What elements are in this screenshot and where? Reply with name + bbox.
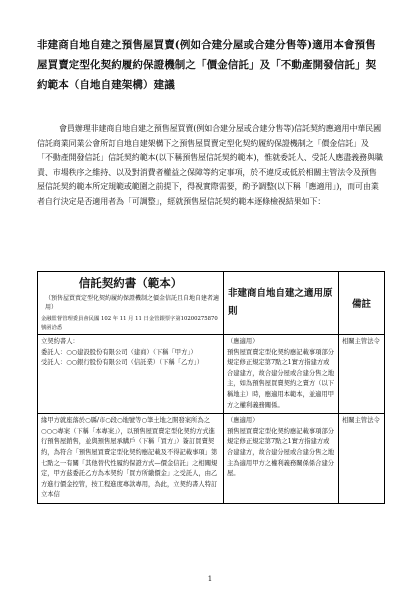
intro-paragraph: 會員辦理非建商自地自建之預售屋買賣(例如合建分屋或合建分售等)信託契約應適用中華民國信託商業同業公會所訂自地自建架構下之預售屋買賣定型化契約履約保證機制之「價金信託」及「不動產開發信託」信託契約範本(以下稱預售屋信託契約範本)，惟就委託人、受託人應盡義務與職責、市場秩序之維持、以及對消費者權益之保障等約定事項，於不違反或低於相關主管法令及預售屋信託契約範本所定規範或範圍之前提下，得視實際需要，酌予調整(以下稱「應適用」)，而可由業者自行決定是否適用者為「可調整」，經就預售屋信託契約範本逐條檢視結果如下： <box>37 124 383 206</box>
contract-title: 信託契約書（範本） <box>78 276 183 290</box>
applicability-tag: （應適用） <box>227 338 259 345</box>
principle-cell <box>224 414 339 504</box>
table-header-row <box>38 272 385 335</box>
principle-column-header: 非建商自地自建之適用原則 <box>224 272 339 335</box>
clause-intro: 立契約書人： <box>41 338 79 345</box>
comparison-table <box>37 271 385 504</box>
table-row <box>38 414 385 504</box>
principle-cell <box>224 335 339 414</box>
authority-note: 金融監督管理委員會民國 102 年 11 月 11 日金管銀票字第10200275870 號函洽悉 <box>41 316 218 331</box>
contract-subtitle: （預售屋買賣定型化契約履約保證機制之價金信託且自地自建者適用） <box>45 295 220 311</box>
remark-cell: 相關主管法令 <box>339 414 385 504</box>
page-number: 1 <box>207 575 213 583</box>
clause-line-trustee: 受託人：○○銀行股份有限公司（信託業）（下稱「乙方」） <box>41 359 204 367</box>
clause-cell <box>38 335 224 414</box>
clause-line-grantor: 委託人：○○建設股份有限公司（建商）（下稱「甲方」） <box>41 348 197 356</box>
principle-text: 預售屋買賣定型化契約應記載事項部分規定修正規定第7點之1實方指建方或合建建方，故合建分屋或合建分售之地主，如為預售屋買賣契約之賣方（以下稱地主）時，應適用本範本，並適用甲方之權利義務關係。 <box>227 348 335 409</box>
remark-cell: 相關主管法令 <box>339 335 385 414</box>
clause-cell: 緣甲方就座落於○縣/市○段○地號等○筆土地之開發案所為之○○○專案（下稱「本專案」），以預售屋買賣定型化契約方式進行預售屋銷售，並與預售屋承購戶（下稱「買方」）簽訂買賣契約，為符合「預售屋買賣定型化契約應記載及不得記載事項」第七點之一有關「其他替代性履約保證方式—價金信託」之相關規定，甲方茲委託乙方為本契約「買方所繳價金」之受託人，由乙方進行價金控管，按工程進度專款專用，為此，立契約書人特訂立本信 <box>38 414 224 504</box>
principle-text: 預售屋買賣定型化契約應記載事項部分規定修正規定第7點之1實方指建方或合建建方，故合建分屋或合建分售之地主為適用甲方之權利義務關係係合建分屋。 <box>227 427 335 478</box>
remark-column-header: 備註 <box>339 272 385 335</box>
table-row <box>38 335 385 414</box>
contract-header-cell <box>38 272 224 335</box>
document-title: 非建商自地自建之預售屋買賣(例如合建分屋或合建分售等)適用本會預售屋買賣定型化契約履約保證機制之「價金信託」及「不動產開發信託」契約範本（自地自建架構）建議 <box>37 39 377 91</box>
applicability-tag: （應適用） <box>227 417 259 425</box>
